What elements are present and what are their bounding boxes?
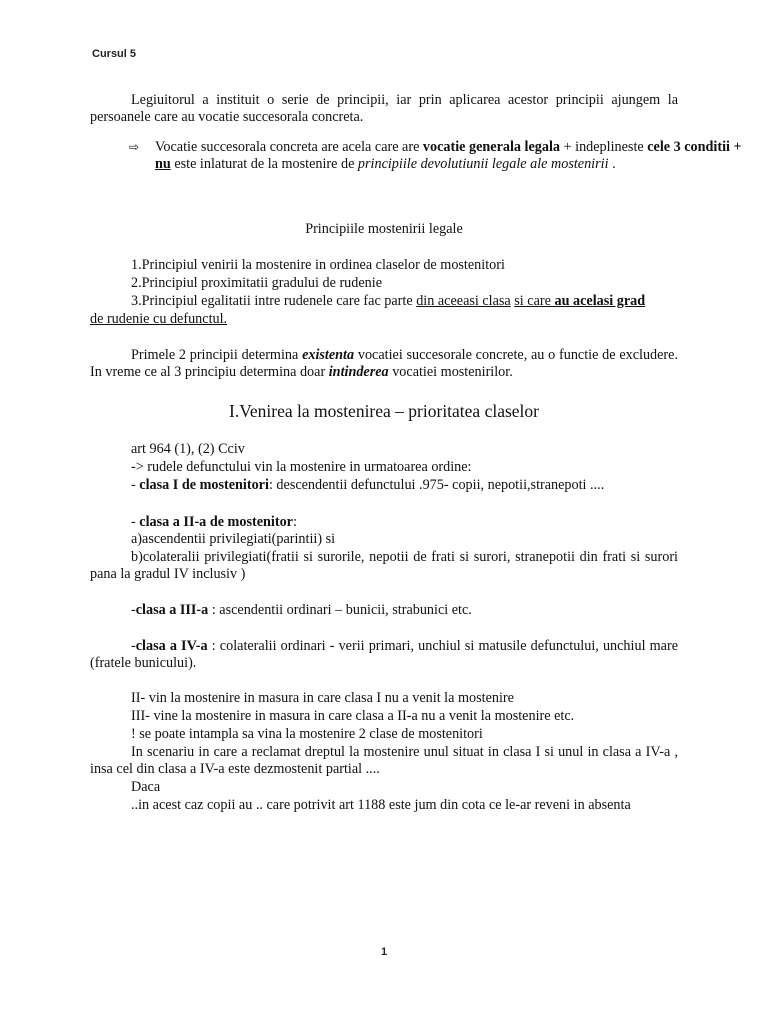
order-line: -> rudele defunctului vin la mostenire in urmatoarea ordine: (131, 459, 472, 475)
note-1: II- vin la mostenire in masura in care clasa I nu a venit la mostenire (131, 690, 514, 706)
principle-1: 1.Principiul venirii la mostenire in ordinea claselor de mostenitori (131, 257, 505, 273)
principles-title: Principiile mostenirii legale (305, 221, 463, 237)
class-3: -clasa a III-a : ascendentii ordinari – bunicii, strabunici etc. (131, 602, 472, 618)
section-title: I.Venirea la mostenirea – prioritatea claselor (229, 401, 539, 421)
class-2-b: b)colateralii privilegiati(fratii si surorile, nepotii de frati si surori, stranepotii din frati si surori pana la gradul IV inclusiv ) (90, 549, 678, 583)
page-number: 1 (380, 946, 388, 958)
note-5: Daca (131, 779, 161, 795)
class-1: - clasa I de mostenitori: descendentii defunctului .975- copii, nepotii,stranepoti .... (131, 477, 605, 493)
principle-3-cont: de rudenie cu defunctul. (90, 311, 228, 327)
class-2-a: a)ascendentii privilegiati(parintii) si (131, 531, 336, 547)
note-4: In scenariu in care a reclamat dreptul la mostenire unul situat in clasa I si unul in clasa a IV-a , insa cel din clasa a IV-a este dezmostenit partial .... (90, 744, 678, 778)
note-3: ! se poate intampla sa vina la mostenire 2 clase de mostenitori (131, 726, 483, 742)
class-4: -clasa a IV-a : colateralii ordinari - verii primari, unchiul si matusile defunctului, unchiul mare (fratele bunicului). (90, 638, 678, 672)
note-6: ..in acest caz copii au .. care potrivit art 1188 este jum din cota ce le-ar reveni in absenta (131, 797, 631, 813)
intro-paragraph: Legiuitorul a instituit o serie de principii, iar prin aplicarea acestor principii ajungem la persoanele care au vocatie succesorala concreta. (90, 92, 678, 126)
article-ref: art 964 (1), (2) Cciv (131, 441, 245, 457)
principle-3: 3.Principiul egalitatii intre rudenele care fac parte din aceeasi clasa si care au acelasi grad (131, 293, 646, 309)
arrow-paragraph: ⇨ Vocatie succesorala concreta are acela care are vocatie generala legala + indeplineste cele 3 conditii + nu este inlaturat de la mostenire de principiile devolutiunii legale ale mostenirii . (129, 139, 742, 173)
principles-paragraph: Primele 2 principii determina existenta vocatiei succesorale concrete, au o functie de excludere. In vreme ce al 3 principiu determina doar intinderea vocatiei mostenirilor. (90, 347, 678, 381)
right-arrow-icon: ⇨ (129, 140, 140, 154)
note-2: III- vine la mostenire in masura in care clasa a II-a nu a venit la mostenire etc. (131, 708, 575, 724)
course-header: Cursul 5 (92, 48, 137, 60)
principle-2: 2.Principiul proximitatii gradului de rudenie (131, 275, 382, 291)
class-2: - clasa a II-a de mostenitor: (131, 514, 297, 530)
